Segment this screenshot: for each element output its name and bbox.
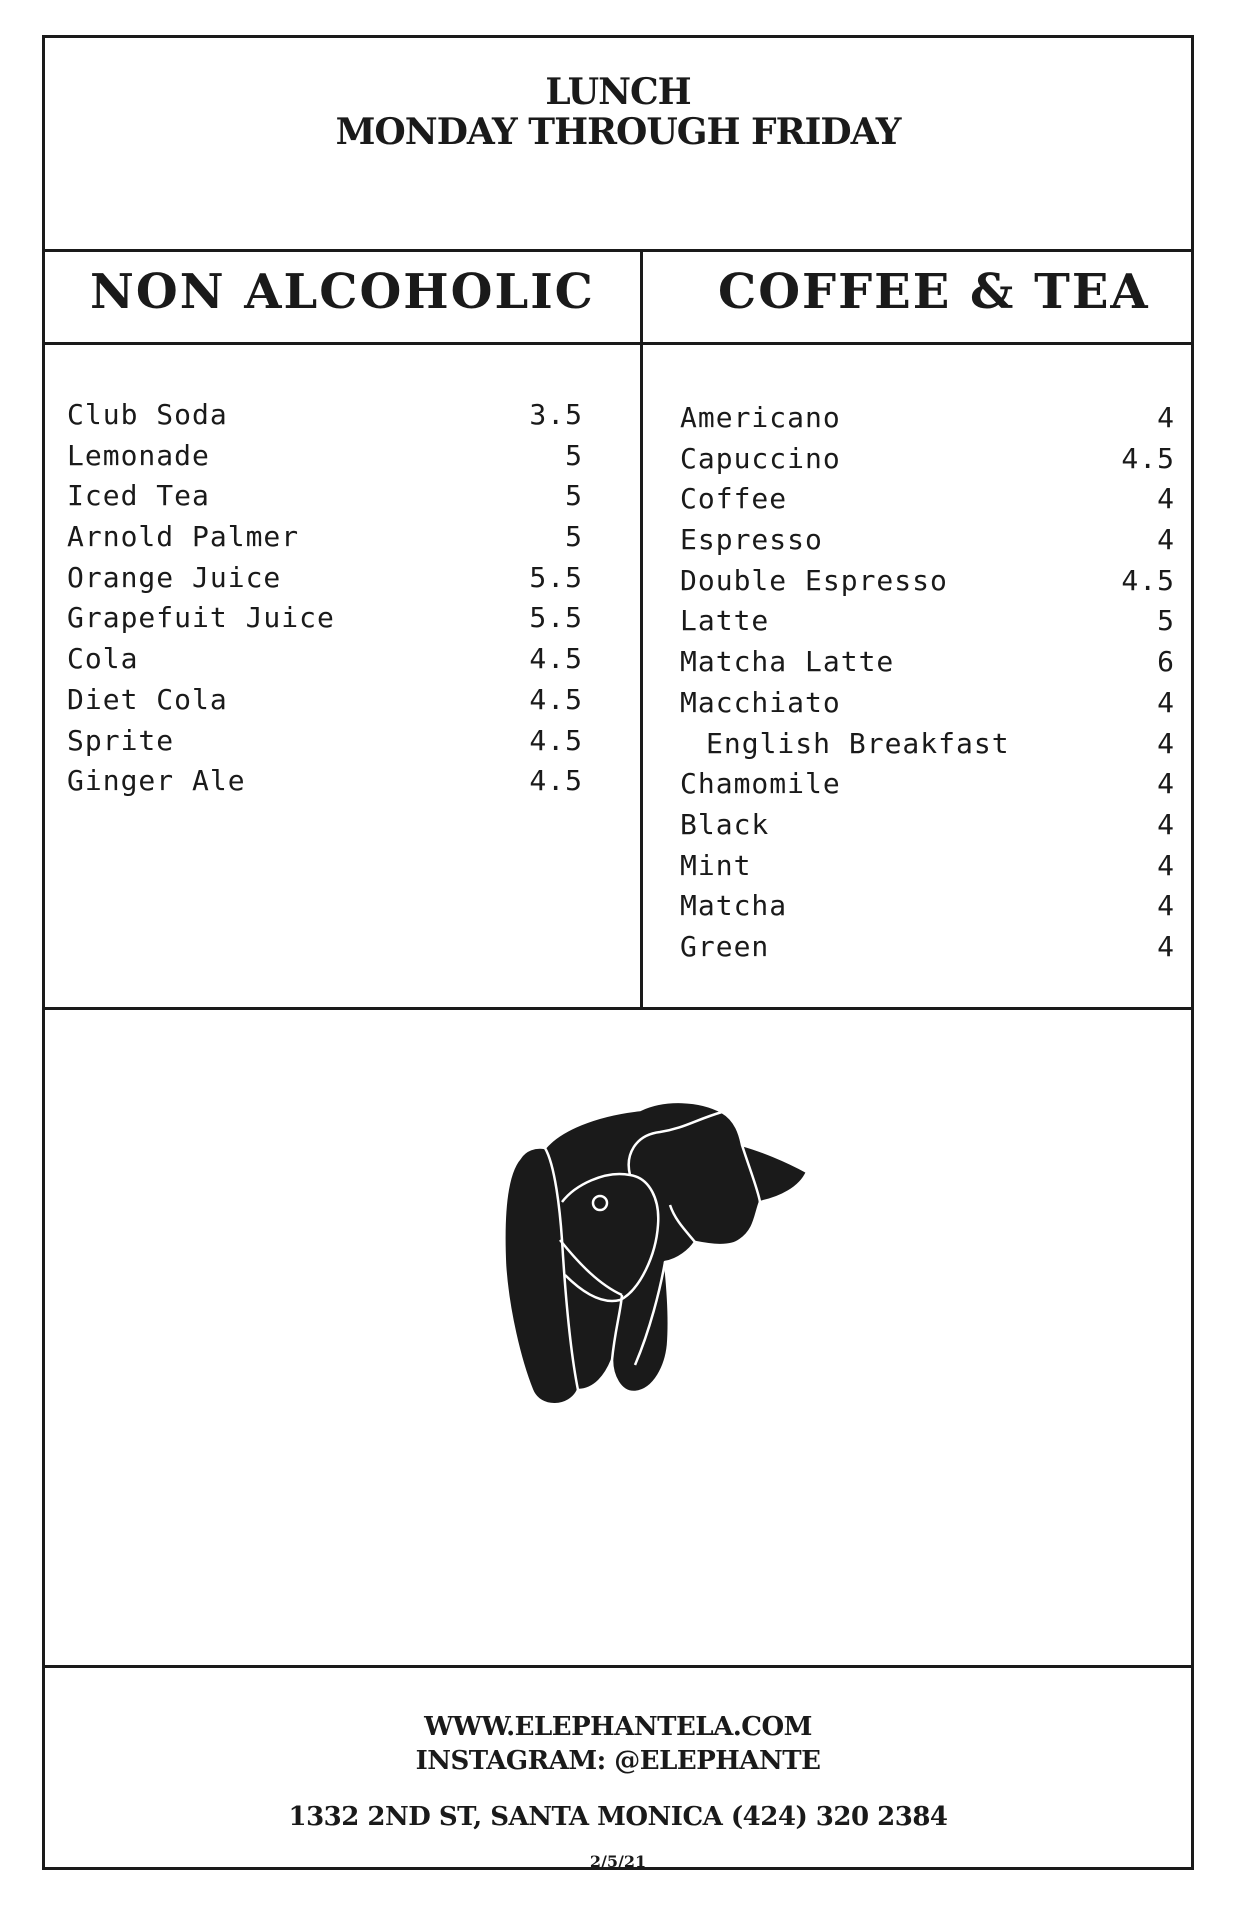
footer-website: WWW.ELEPHANTELA.COM xyxy=(424,1712,812,1742)
item-name: English Breakfast xyxy=(706,726,1010,760)
item-price: 4 xyxy=(1157,482,1175,516)
header-line-1: LUNCH xyxy=(545,71,691,113)
list-item xyxy=(67,476,583,517)
item-name: Diet Cola xyxy=(67,682,228,716)
item-price: 4 xyxy=(1157,889,1175,923)
item-price: 4 xyxy=(1157,523,1175,557)
divider-lists xyxy=(42,1007,1194,1010)
item-name: Capuccino xyxy=(680,441,841,475)
list-item xyxy=(67,395,583,436)
item-price: 4.5 xyxy=(1121,563,1175,597)
item-price: 5.5 xyxy=(529,601,583,635)
item-price: 6 xyxy=(1157,645,1175,679)
item-name: Arnold Palmer xyxy=(67,520,300,554)
item-name: Double Espresso xyxy=(680,563,948,597)
list-item xyxy=(680,520,1175,561)
list-item xyxy=(67,721,583,762)
divider-section-titles xyxy=(42,342,1194,345)
item-name: Matcha xyxy=(680,889,788,923)
item-name: Macchiato xyxy=(680,685,841,719)
item-price: 4.5 xyxy=(1121,441,1175,475)
list-item xyxy=(680,398,1175,439)
list-item xyxy=(67,517,583,558)
item-name: Club Soda xyxy=(67,398,228,431)
item-name: Lemonade xyxy=(67,438,210,472)
list-item xyxy=(67,761,583,802)
item-name: Black xyxy=(680,807,770,841)
item-name: Espresso xyxy=(680,523,823,557)
item-name: Cola xyxy=(67,642,139,676)
list-item xyxy=(67,598,583,639)
list-item xyxy=(680,886,1175,927)
item-name: Orange Juice xyxy=(67,560,282,594)
item-name: Mint xyxy=(680,848,752,882)
item-price: 4 xyxy=(1157,848,1175,882)
item-price: 4 xyxy=(1157,726,1175,760)
item-name: Ginger Ale xyxy=(67,764,246,798)
non-alcoholic-list xyxy=(67,395,583,802)
item-price: 4.5 xyxy=(529,682,583,716)
list-item xyxy=(680,561,1175,602)
item-name: Matcha Latte xyxy=(680,645,895,679)
item-name: Grapefuit Juice xyxy=(67,601,335,635)
item-name: Sprite xyxy=(67,723,175,757)
item-price: 3.5 xyxy=(529,398,583,431)
item-price: 4 xyxy=(1157,767,1175,801)
item-price: 5 xyxy=(565,520,583,554)
list-item xyxy=(67,639,583,680)
footer-address: 1332 2ND ST, SANTA MONICA (424) 320 2384 xyxy=(288,1802,948,1832)
list-item xyxy=(680,683,1175,724)
list-item xyxy=(680,764,1175,805)
header-line-2: MONDAY THROUGH FRIDAY xyxy=(335,111,901,153)
menu-header xyxy=(42,72,1194,152)
list-item xyxy=(67,558,583,599)
item-price: 4.5 xyxy=(529,642,583,676)
item-name: Americano xyxy=(680,401,841,434)
non-alcoholic-title: NON ALCOHOLIC xyxy=(90,264,595,320)
item-price: 5.5 xyxy=(529,560,583,594)
list-item xyxy=(680,439,1175,480)
item-name: Chamomile xyxy=(680,767,841,801)
item-name: Latte xyxy=(680,604,770,638)
item-name: Iced Tea xyxy=(67,479,210,513)
footer-instagram: INSTAGRAM: @ELEPHANTE xyxy=(415,1746,821,1776)
list-item xyxy=(680,927,1175,968)
item-price: 5 xyxy=(565,479,583,513)
item-price: 5 xyxy=(565,438,583,472)
item-price: 4 xyxy=(1157,929,1175,963)
list-item xyxy=(67,436,583,477)
item-price: 4.5 xyxy=(529,764,583,798)
item-price: 4 xyxy=(1157,807,1175,841)
list-item xyxy=(680,846,1175,887)
elephant-logo-icon xyxy=(500,1090,820,1410)
column-divider xyxy=(640,249,643,1010)
list-item xyxy=(680,805,1175,846)
list-item xyxy=(680,479,1175,520)
item-price: 5 xyxy=(1157,604,1175,638)
list-item xyxy=(67,680,583,721)
divider-header xyxy=(42,249,1194,252)
coffee-tea-list xyxy=(680,398,1175,968)
item-price: 4 xyxy=(1157,685,1175,719)
divider-footer xyxy=(42,1665,1194,1668)
item-name: Coffee xyxy=(680,482,788,516)
footer-contact xyxy=(42,1710,1194,1778)
list-item xyxy=(680,601,1175,642)
item-price: 4.5 xyxy=(529,723,583,757)
list-item xyxy=(680,642,1175,683)
item-price: 4 xyxy=(1157,401,1175,434)
item-name: Green xyxy=(680,929,770,963)
footer-date: 2/5/21 xyxy=(589,1852,647,1871)
list-item xyxy=(680,724,1175,765)
coffee-tea-title: COFFEE & TEA xyxy=(718,264,1150,320)
